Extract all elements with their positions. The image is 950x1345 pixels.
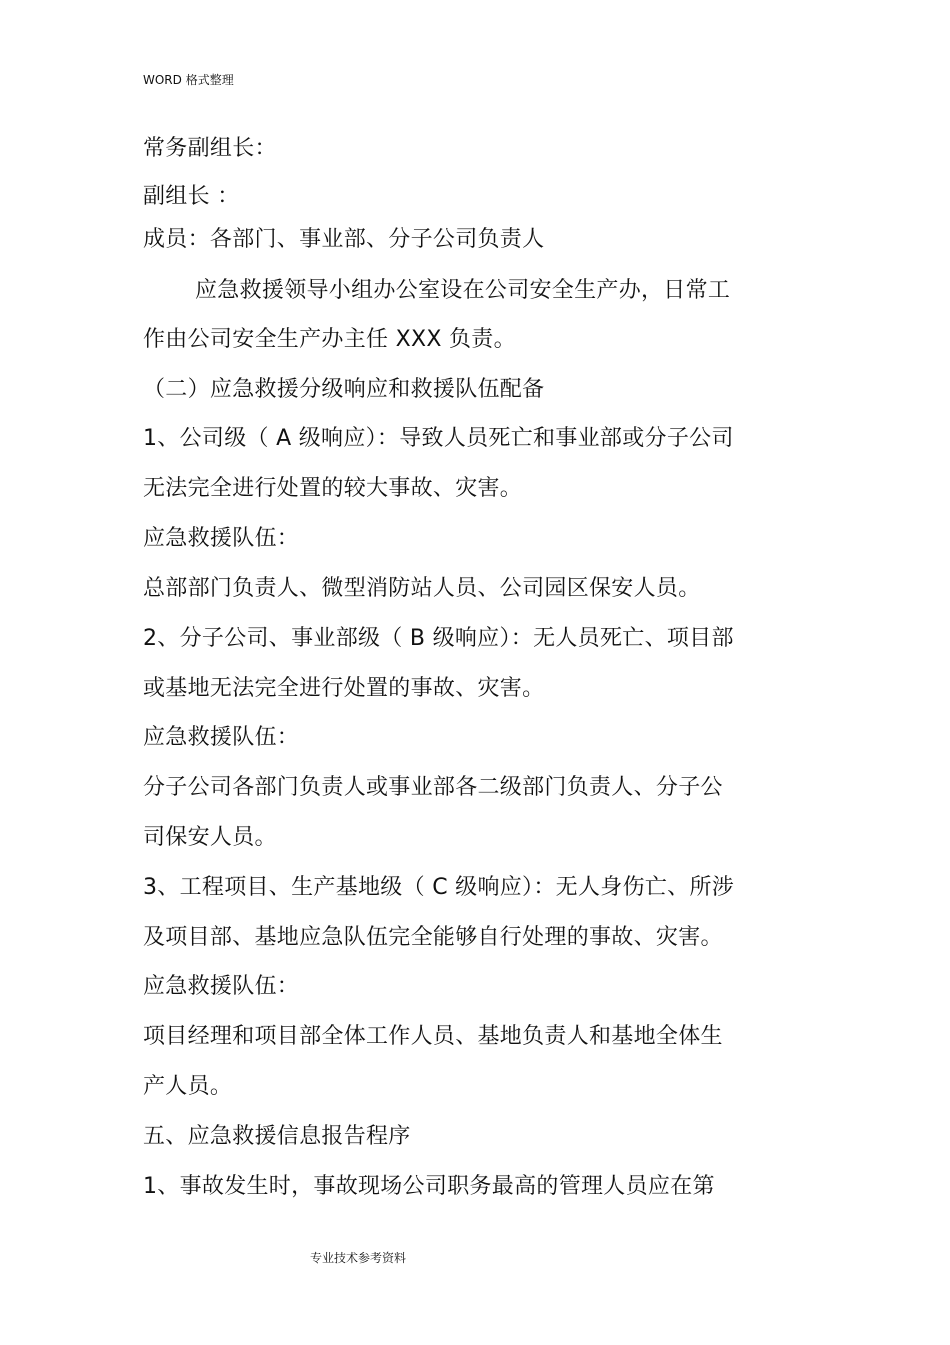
paragraph-line: 项目经理和项目部全体工作人员、基地负责人和基地全体生 bbox=[143, 1024, 723, 1049]
paragraph-line: 总部部门负责人、微型消防站人员、公司园区保安人员。 bbox=[143, 576, 701, 601]
paragraph-line: 常务副组长： bbox=[143, 136, 277, 161]
section-heading: （二）应急救援分级响应和救援队伍配备 bbox=[143, 377, 545, 402]
paragraph-line: 或基地无法完全进行处置的事故、灾害。 bbox=[143, 676, 545, 701]
paragraph-line: 无法完全进行处置的较大事故、灾害。 bbox=[143, 476, 523, 501]
paragraph-line: 应急救援队伍： bbox=[143, 974, 300, 999]
section-heading: 五、应急救援信息报告程序 bbox=[143, 1124, 411, 1149]
paragraph-line: 1、事故发生时，事故现场公司职务最高的管理人员应在第 bbox=[143, 1174, 715, 1199]
paragraph-line: 3、工程项目、生产基地级（ C 级响应）：无人身伤亡、所涉 bbox=[143, 875, 735, 900]
paragraph-line: 应急救援领导小组办公室设在公司安全生产办，日常工 bbox=[195, 278, 731, 303]
paragraph-line: 成员：各部门、事业部、分子公司负责人 bbox=[143, 227, 545, 252]
paragraph-line: 作由公司安全生产办主任 XXX 负责。 bbox=[143, 327, 516, 352]
paragraph-line: 及项目部、基地应急队伍完全能够自行处理的事故、灾害。 bbox=[143, 925, 723, 950]
paragraph-line: 副组长 ： bbox=[143, 184, 240, 209]
page-footer: 专业技术参考资料 bbox=[310, 1251, 407, 1265]
paragraph-line: 2、分子公司、事业部级（ B 级响应）：无人员死亡、项目部 bbox=[143, 626, 734, 651]
paragraph-line: 产人员。 bbox=[143, 1074, 233, 1099]
paragraph-line: 应急救援队伍： bbox=[143, 725, 300, 750]
paragraph-line: 司保安人员。 bbox=[143, 825, 277, 850]
paragraph-line: 1、公司级（ A 级响应）：导致人员死亡和事业部或分子公司 bbox=[143, 426, 734, 451]
page-header: WORD 格式整理 bbox=[143, 73, 234, 87]
paragraph-line: 分子公司各部门负责人或事业部各二级部门负责人、分子公 bbox=[143, 775, 723, 800]
paragraph-line: 应急救援队伍： bbox=[143, 526, 300, 551]
